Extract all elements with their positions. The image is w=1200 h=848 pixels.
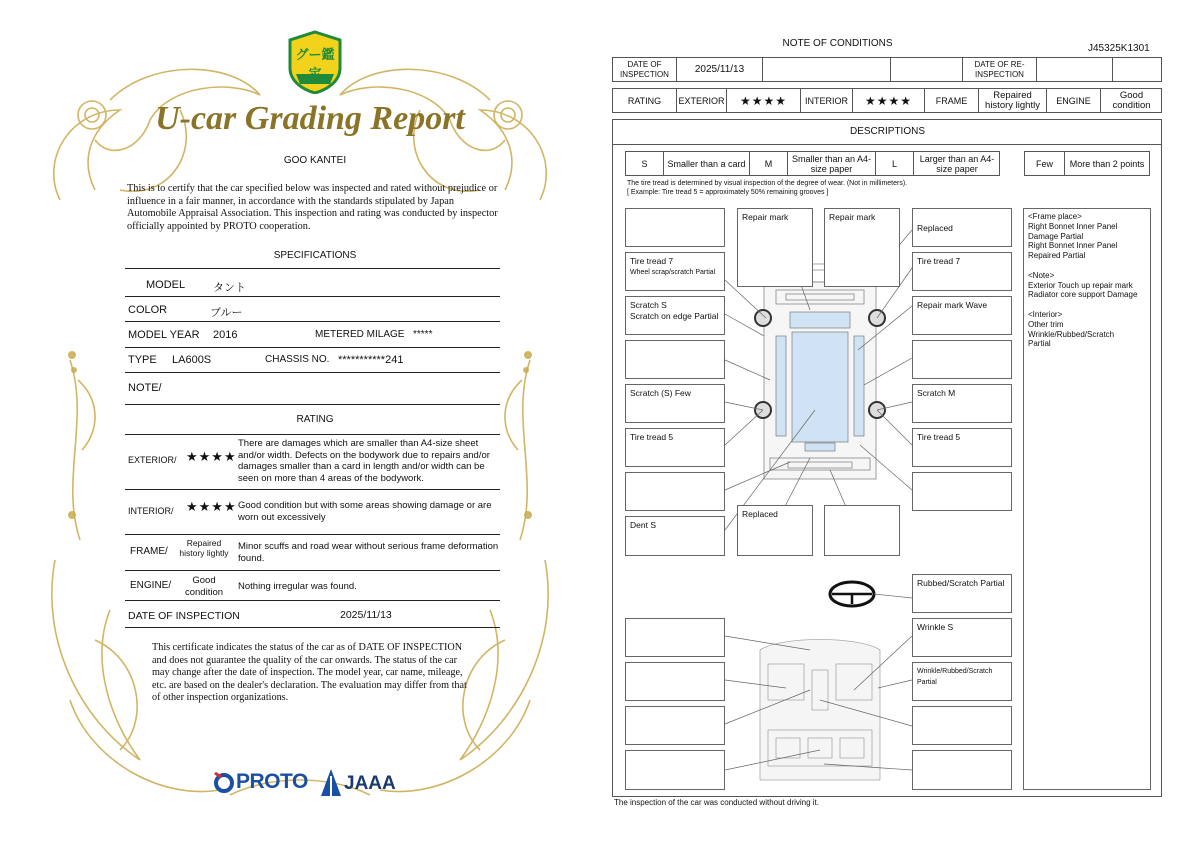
note-box: [912, 574, 1012, 613]
legend-s-desc: Smaller than a card: [664, 152, 750, 175]
jaaa-logo-icon: [320, 768, 342, 798]
divider: [125, 434, 500, 435]
divider: [125, 534, 500, 535]
note-box: [737, 505, 813, 556]
interior-description: Good condition but with some areas showing damage or are worn out excessively: [238, 500, 492, 523]
divider: [125, 268, 500, 269]
interior-label: INTERIOR/: [128, 506, 174, 516]
mileage-label: METERED MILAGE: [315, 329, 405, 340]
engine-label: ENGINE: [1047, 89, 1101, 112]
color-label: COLOR: [128, 304, 168, 316]
note-text: Rubbed/Scratch Partial: [917, 578, 1005, 588]
report-subtitle: GOO KANTEI: [283, 155, 347, 166]
note-box: [625, 662, 725, 701]
divider: [125, 404, 500, 405]
legend-m: M: [750, 152, 788, 175]
side-note-line: Wrinkle/Rubbed/Scratch: [1028, 329, 1115, 339]
note-text: Dent S: [630, 520, 656, 530]
legend-l: L: [876, 152, 914, 175]
proto-logo-text: PROTO: [236, 770, 308, 793]
frame-value: Repaired history lightly: [979, 89, 1047, 112]
note-box: [625, 340, 725, 379]
note-box: [912, 384, 1012, 423]
date-value: 2025/11/13: [677, 58, 763, 81]
side-note-line: <Frame place>: [1028, 212, 1082, 221]
legend-l-desc: Larger than an A4-size paper: [919, 153, 995, 174]
interior-stars: ★★★★: [853, 89, 925, 112]
note-box: [912, 296, 1012, 335]
exterior-stars: ★★★★: [186, 449, 237, 464]
note-text: Replaced: [742, 509, 778, 519]
chassis-value: ***********241: [338, 354, 404, 366]
side-note-line: [1028, 300, 1146, 310]
frame-value: Repaired history lightly: [179, 538, 229, 558]
interior-label: INTERIOR: [801, 89, 853, 112]
side-note-line: Damage Partial: [1028, 231, 1084, 241]
divider: [125, 296, 500, 297]
note-text: Repair mark: [742, 212, 789, 222]
report-title: U-car Grading Report: [155, 100, 465, 137]
exterior-description: There are damages which are smaller than A4-size sheet and/or width. Defects on the bodywork due to repairs and/or damages smaller than a card in length and/or width can be seen on more than 4 areas of the bodywork.: [238, 438, 490, 484]
date-label: DATE OF INSPECTION: [613, 58, 677, 81]
chassis-label: CHASSIS NO.: [265, 354, 330, 365]
note-text: Wrinkle S: [917, 622, 954, 632]
engine-description: Nothing irregular was found.: [238, 581, 357, 592]
note-box: [625, 296, 725, 335]
specs-heading: SPECIFICATIONS: [273, 250, 357, 261]
note-text: Tire tread 5: [917, 432, 961, 442]
note-text: Wheel scrap/scratch Partial: [630, 269, 716, 276]
legend-s: S: [626, 152, 664, 175]
frame-label: FRAME: [925, 89, 979, 112]
type-value: LA600S: [172, 354, 212, 366]
model-value: タント: [213, 282, 246, 294]
note-box: [737, 208, 813, 287]
note-box: [625, 208, 725, 247]
divider: [125, 489, 500, 490]
note-text: Scratch on edge Partial: [630, 311, 719, 321]
conditions-title: NOTE OF CONDITIONS: [782, 38, 893, 49]
note-text: Tire tread 7: [630, 256, 674, 266]
note-box: [824, 505, 900, 556]
note-box: [625, 516, 725, 556]
certificate-footer: This certificate indicates the status of the car as of DATE OF INSPECTION and does not guarantee the quality of the car onwards. The status of the car may change after the date of inspection. The model year, car name, mileage, etc. are based on the dealer's declaration. The evaluation may differ from that of other inspection organizations.: [152, 642, 467, 704]
side-note-line: Repaired Partial: [1028, 251, 1086, 261]
note-box: [912, 208, 1012, 247]
note-text: Tire tread 5: [630, 432, 674, 442]
note-box: [625, 252, 725, 291]
inspection-date-label: DATE OF INSPECTION: [128, 610, 240, 622]
document-id: J45325K1301: [1088, 43, 1150, 54]
certificate-intro: This is to certify that the car specified below was inspected and rated without prejudice or influence in a fair manner, in accordance with the standards stipulated by Japan Automobile Appraisal Association. This inspection and rating was conducted by inspector officially appointed by PROTO cooperation.: [127, 183, 498, 232]
side-note-line: Other trim: [1028, 319, 1064, 329]
exterior-label: EXTERIOR: [677, 89, 727, 112]
model-year-value: 2016: [213, 329, 238, 341]
note-box: [625, 706, 725, 745]
interior-stars: ★★★★: [186, 499, 237, 514]
note-box: [625, 472, 725, 511]
note-text: Scratch S: [630, 300, 667, 310]
side-note-line: <Interior>: [1028, 309, 1063, 319]
note-text: Tire tread 7: [917, 256, 961, 266]
note-text: Wrinkle/Rubbed/Scratch Partial: [917, 668, 993, 686]
divider: [125, 372, 500, 373]
side-note-line: Right Bonnet Inner Panel: [1028, 241, 1118, 251]
side-note-line: <Note>: [1028, 270, 1055, 280]
legend-few: Few: [1025, 152, 1065, 175]
note-text: Scratch M: [917, 388, 956, 398]
side-note-line: Exterior Touch up repair mark: [1028, 280, 1133, 290]
engine-label: ENGINE/: [130, 580, 172, 591]
note-box: [625, 428, 725, 467]
note-box: [625, 750, 725, 790]
note-box: [625, 384, 725, 423]
tire-note: The tire tread is determined by visual inspection of the degree of wear. (Not in millimeters).: [627, 180, 908, 187]
note-box: [912, 618, 1012, 657]
legend-few-desc: More than 2 points: [1069, 158, 1145, 169]
footnote: The inspection of the car was conducted without driving it.: [614, 798, 819, 807]
engine-value: Good condition: [184, 575, 224, 598]
divider: [125, 627, 500, 628]
note-box: [912, 252, 1012, 291]
divider: [125, 347, 500, 348]
side-notes-box: [1023, 208, 1151, 790]
divider: [125, 321, 500, 322]
jaaa-logo-text: JAAA: [344, 773, 396, 794]
type-label: TYPE: [128, 354, 157, 366]
note-text: Replaced: [917, 223, 953, 233]
exterior-label: EXTERIOR/: [128, 455, 177, 465]
reinspection-label: DATE OF RE-INSPECTION: [963, 58, 1037, 81]
divider: [125, 570, 500, 571]
rating-label: RATING: [613, 89, 677, 112]
tire-example: [ Example: Tire tread 5 = approximately 50% remaining grooves ]: [627, 189, 829, 196]
model-year-label: MODEL YEAR: [128, 329, 200, 341]
proto-logo-icon: [213, 771, 235, 795]
note-text: Scratch (S) Few: [630, 388, 691, 398]
note-text: Repair mark: [829, 212, 876, 222]
frame-description: Minor scuffs and road wear without serious frame deformation found.: [238, 541, 499, 564]
side-note-line: Right Bonnet Inner Panel: [1028, 221, 1118, 231]
legend-m-desc: Smaller than an A4-size paper: [788, 152, 876, 175]
note-box: [824, 208, 900, 287]
note-of-conditions: [600, 0, 1200, 848]
mileage-value: *****: [413, 329, 433, 340]
side-note-line: [1028, 261, 1146, 271]
descriptions-heading: DESCRIPTIONS: [849, 126, 925, 137]
side-note-line: Partial: [1028, 339, 1051, 349]
inspection-date-value: 2025/11/13: [340, 609, 392, 621]
note-box: [912, 750, 1012, 790]
engine-value: Good condition: [1112, 89, 1151, 111]
note-box: [912, 706, 1012, 745]
side-note-line: Radiator core support Damage: [1028, 290, 1138, 300]
exterior-stars: ★★★★: [727, 89, 801, 112]
badge-text: グー鑑定: [295, 47, 335, 81]
note-text: Repair mark Wave: [917, 300, 988, 310]
rating-heading: RATING: [296, 414, 334, 425]
note-box: [912, 662, 1012, 701]
note-box: [912, 428, 1012, 467]
divider: [125, 600, 500, 601]
note-label: NOTE/: [128, 382, 162, 394]
note-box: [625, 618, 725, 657]
note-box: [912, 340, 1012, 379]
color-value: ブルー: [210, 307, 243, 319]
note-box: [912, 472, 1012, 511]
model-label: MODEL: [146, 279, 186, 291]
frame-label: FRAME/: [130, 546, 168, 557]
